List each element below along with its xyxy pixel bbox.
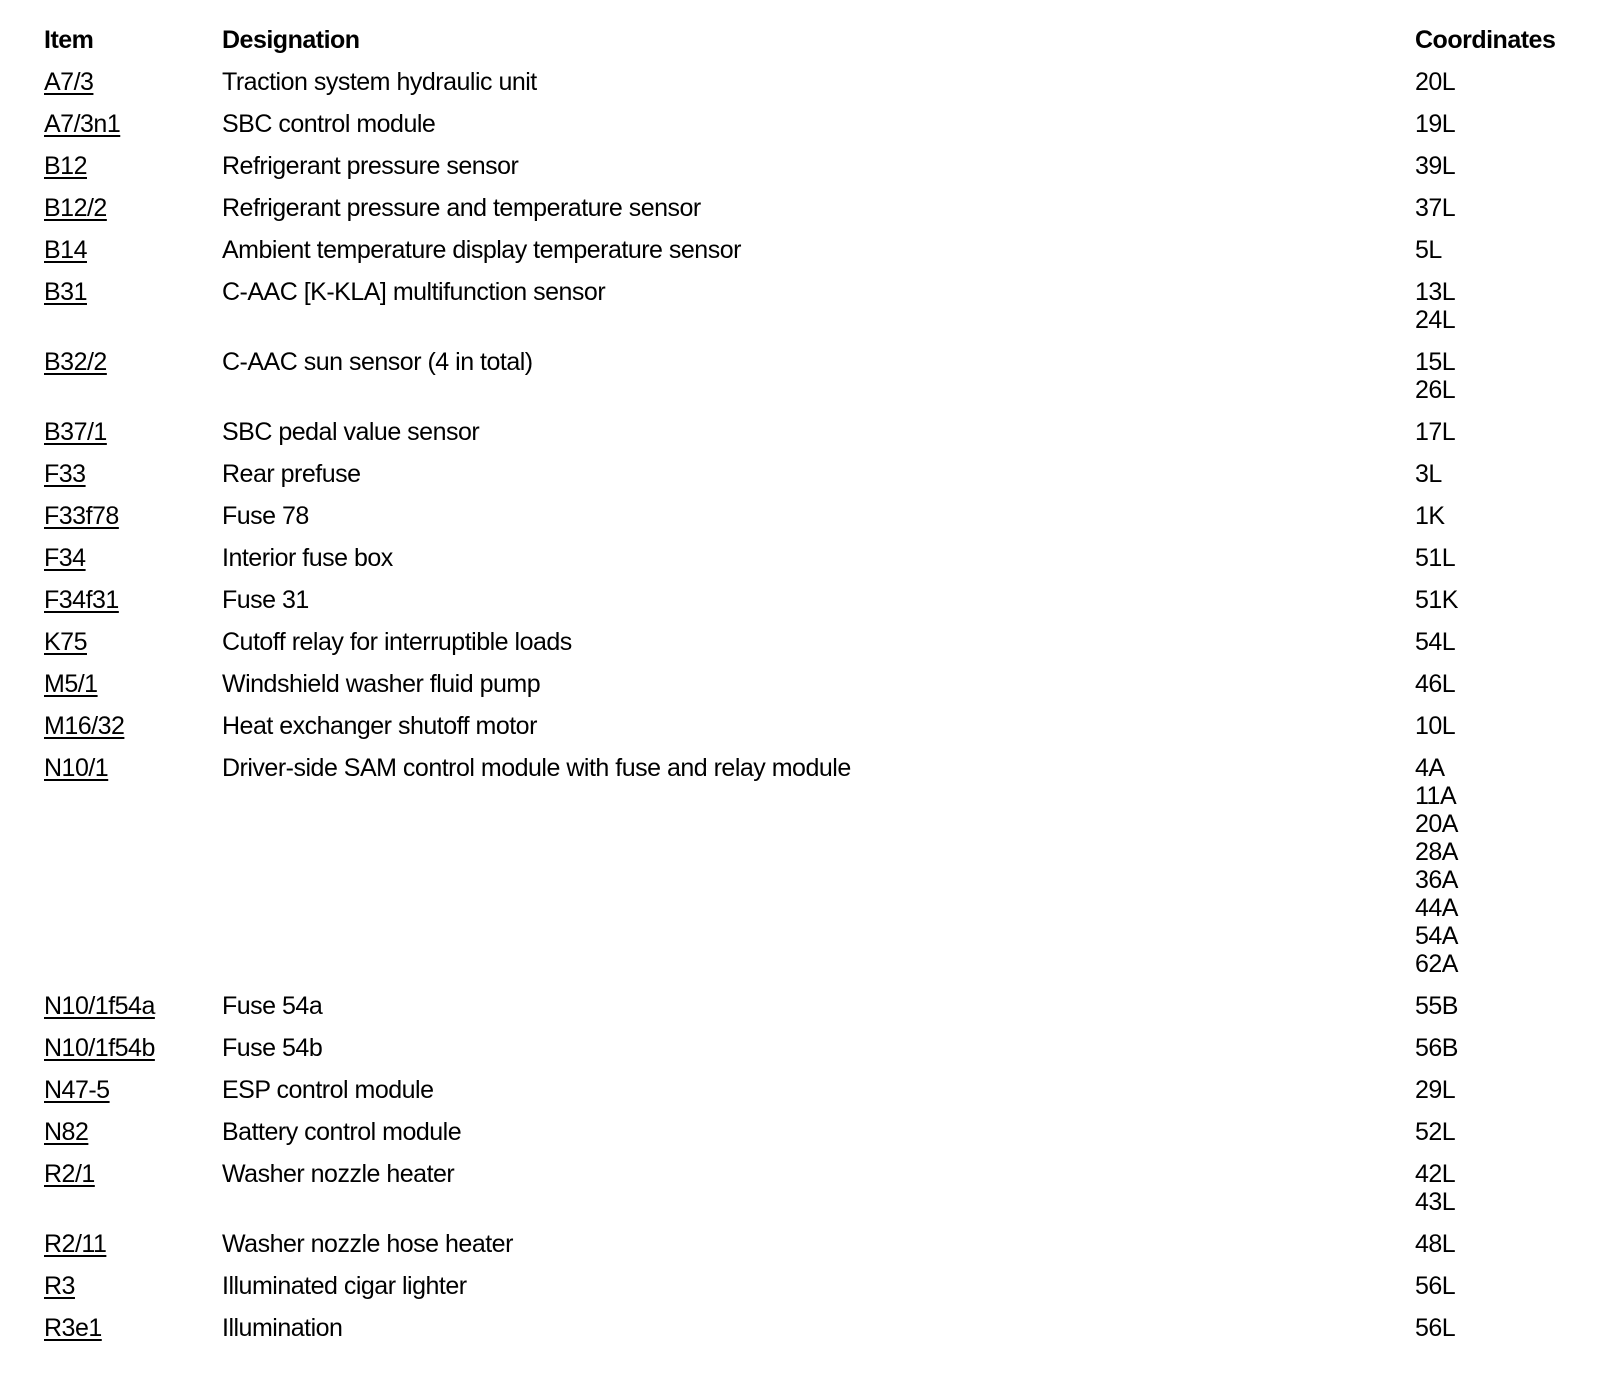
header-item: Item [44, 26, 94, 54]
item-cell [44, 236, 222, 264]
designation-cell: Heat exchanger shutoff motor [222, 712, 537, 740]
item-cell [44, 544, 222, 572]
item-cell [44, 418, 222, 446]
designation-cell: C-AAC sun sensor (4 in total) [222, 348, 533, 376]
table-row [44, 1118, 1554, 1146]
table-row [44, 418, 1554, 446]
designation-cell: SBC control module [222, 110, 436, 138]
item-link[interactable]: A7/3 [44, 68, 94, 96]
item-cell [44, 68, 222, 96]
coordinate-value: 51L [1415, 544, 1456, 572]
designation-cell: Refrigerant pressure sensor [222, 152, 519, 180]
table-row [44, 348, 1554, 404]
item-link[interactable]: N10/1f54a [44, 992, 155, 1020]
designation-cell: Cutoff relay for interruptible loads [222, 628, 572, 656]
coordinate-value: 17L [1415, 418, 1456, 446]
coordinate-value: 29L [1415, 1076, 1456, 1104]
item-link[interactable]: M16/32 [44, 712, 125, 740]
item-link[interactable]: R3e1 [44, 1314, 102, 1342]
table-body [44, 68, 1554, 1342]
designation-cell: ESP control module [222, 1076, 434, 1104]
coordinates-cell [1415, 712, 1455, 740]
item-link[interactable]: B32/2 [44, 348, 107, 376]
designation-cell: Washer nozzle heater [222, 1160, 455, 1188]
table-row [44, 110, 1554, 138]
table-row [44, 754, 1554, 978]
item-link[interactable]: B37/1 [44, 418, 107, 446]
coordinates-cell [1415, 236, 1442, 264]
item-link[interactable]: A7/3n1 [44, 110, 121, 138]
designation-cell: Traction system hydraulic unit [222, 68, 537, 96]
coordinate-value: 36A [1415, 866, 1458, 894]
table-row [44, 1076, 1554, 1104]
item-cell [44, 1314, 222, 1342]
table-row [44, 712, 1554, 740]
coordinate-value: 46L [1415, 670, 1456, 698]
coordinates-cell [1415, 68, 1455, 96]
coordinate-value: 54L [1415, 628, 1456, 656]
designation-cell: Fuse 54b [222, 1034, 323, 1062]
coordinate-value: 44A [1415, 894, 1458, 922]
header-designation: Designation [222, 26, 360, 54]
coordinate-value: 28A [1415, 838, 1458, 866]
item-link[interactable]: F34f31 [44, 586, 119, 614]
coordinates-cell [1415, 502, 1445, 530]
item-cell [44, 586, 222, 614]
coordinates-cell [1415, 1314, 1455, 1342]
coordinate-value: 4A [1415, 754, 1445, 782]
item-cell [44, 348, 222, 376]
coordinate-value: 51K [1415, 586, 1458, 614]
coordinate-value: 3L [1415, 460, 1442, 488]
header-coordinates: Coordinates [1415, 26, 1556, 54]
designation-cell: Refrigerant pressure and temperature sensor [222, 194, 701, 222]
item-link[interactable]: F34 [44, 544, 86, 572]
coordinates-cell [1415, 992, 1458, 1020]
item-cell [44, 152, 222, 180]
table-row [44, 502, 1554, 530]
designation-cell: Illumination [222, 1314, 343, 1342]
designation-cell: SBC pedal value sensor [222, 418, 480, 446]
item-link[interactable]: F33f78 [44, 502, 119, 530]
coordinate-value: 56L [1415, 1314, 1456, 1342]
coordinates-cell [1415, 460, 1442, 488]
item-link[interactable]: N10/1f54b [44, 1034, 155, 1062]
coordinates-cell [1415, 628, 1455, 656]
coordinate-value: 15L [1415, 348, 1456, 376]
coordinates-cell [1415, 1118, 1455, 1146]
coordinates-cell [1415, 754, 1458, 978]
designation-cell: Battery control module [222, 1118, 462, 1146]
component-table [44, 26, 1554, 1356]
coordinates-cell [1415, 586, 1458, 614]
item-link[interactable]: B12/2 [44, 194, 107, 222]
table-header [44, 26, 1554, 68]
table-row [44, 236, 1554, 264]
coordinates-cell [1415, 194, 1455, 222]
coordinates-cell [1415, 670, 1455, 698]
table-row [44, 1034, 1554, 1062]
item-link[interactable]: B12 [44, 152, 87, 180]
item-cell [44, 278, 222, 306]
item-cell [44, 502, 222, 530]
table-row [44, 544, 1554, 572]
coordinate-value: 10L [1415, 712, 1456, 740]
item-cell [44, 754, 222, 782]
designation-cell: Washer nozzle hose heater [222, 1230, 513, 1258]
item-link[interactable]: B14 [44, 236, 87, 264]
coordinate-value: 1K [1415, 502, 1445, 530]
item-link[interactable]: R3 [44, 1272, 75, 1300]
item-cell [44, 1076, 222, 1104]
coordinates-cell [1415, 1272, 1455, 1300]
coordinates-cell [1415, 544, 1455, 572]
coordinate-value: 39L [1415, 152, 1456, 180]
designation-cell: Interior fuse box [222, 544, 393, 572]
item-cell [44, 628, 222, 656]
item-cell [44, 670, 222, 698]
item-cell [44, 992, 222, 1020]
coordinates-cell [1415, 348, 1455, 404]
designation-cell: C-AAC [K-KLA] multifunction sensor [222, 278, 606, 306]
designation-cell: Ambient temperature display temperature sensor [222, 236, 741, 264]
coordinate-value: 54A [1415, 922, 1458, 950]
table-row [44, 1230, 1554, 1258]
item-link[interactable]: R2/1 [44, 1160, 95, 1188]
coordinate-value: 55B [1415, 992, 1458, 1020]
item-cell [44, 1230, 222, 1258]
table-row [44, 992, 1554, 1020]
item-cell [44, 1034, 222, 1062]
coordinate-value: 5L [1415, 236, 1442, 264]
coordinate-value: 24L [1415, 306, 1456, 334]
coordinates-cell [1415, 1076, 1455, 1104]
coordinate-value: 20A [1415, 810, 1458, 838]
item-cell [44, 1272, 222, 1300]
coordinate-value: 11A [1415, 782, 1457, 810]
item-cell [44, 194, 222, 222]
item-cell [44, 712, 222, 740]
designation-cell: Fuse 78 [222, 502, 309, 530]
table-row [44, 1314, 1554, 1342]
item-link[interactable]: N47-5 [44, 1076, 110, 1104]
designation-cell: Fuse 54a [222, 992, 323, 1020]
designation-cell: Illuminated cigar lighter [222, 1272, 467, 1300]
table-row [44, 278, 1554, 334]
coordinates-cell [1415, 278, 1455, 334]
coordinate-value: 20L [1415, 68, 1456, 96]
coordinates-cell [1415, 152, 1455, 180]
item-cell [44, 1118, 222, 1146]
item-link[interactable]: M5/1 [44, 670, 98, 698]
coordinate-value: 26L [1415, 376, 1456, 404]
coordinate-value: 62A [1415, 950, 1458, 978]
table-row [44, 628, 1554, 656]
table-row [44, 460, 1554, 488]
item-link[interactable]: F33 [44, 460, 86, 488]
item-link[interactable]: B31 [44, 278, 87, 306]
coordinate-value: 19L [1415, 110, 1456, 138]
item-link[interactable]: N10/1 [44, 754, 109, 782]
item-link[interactable]: N82 [44, 1118, 89, 1146]
designation-cell: Windshield washer fluid pump [222, 670, 541, 698]
table-row [44, 1272, 1554, 1300]
designation-cell: Rear prefuse [222, 460, 361, 488]
item-cell [44, 1160, 222, 1188]
coordinate-value: 48L [1415, 1230, 1456, 1258]
coordinates-cell [1415, 1034, 1458, 1062]
item-link[interactable]: R2/11 [44, 1230, 107, 1258]
table-row [44, 586, 1554, 614]
table-row [44, 670, 1554, 698]
table-row [44, 194, 1554, 222]
item-link[interactable]: K75 [44, 628, 87, 656]
coordinate-value: 43L [1415, 1188, 1456, 1216]
coordinates-cell [1415, 110, 1455, 138]
coordinates-cell [1415, 1230, 1455, 1258]
item-cell [44, 460, 222, 488]
coordinates-cell [1415, 1160, 1455, 1216]
coordinate-value: 42L [1415, 1160, 1456, 1188]
coordinate-value: 52L [1415, 1118, 1456, 1146]
table-row [44, 152, 1554, 180]
coordinate-value: 13L [1415, 278, 1456, 306]
coordinates-cell [1415, 418, 1455, 446]
item-cell [44, 110, 222, 138]
coordinate-value: 37L [1415, 194, 1456, 222]
designation-cell: Fuse 31 [222, 586, 309, 614]
coordinate-value: 56L [1415, 1272, 1456, 1300]
designation-cell: Driver-side SAM control module with fuse and relay module [222, 754, 851, 782]
table-row [44, 68, 1554, 96]
table-row [44, 1160, 1554, 1216]
coordinate-value: 56B [1415, 1034, 1458, 1062]
